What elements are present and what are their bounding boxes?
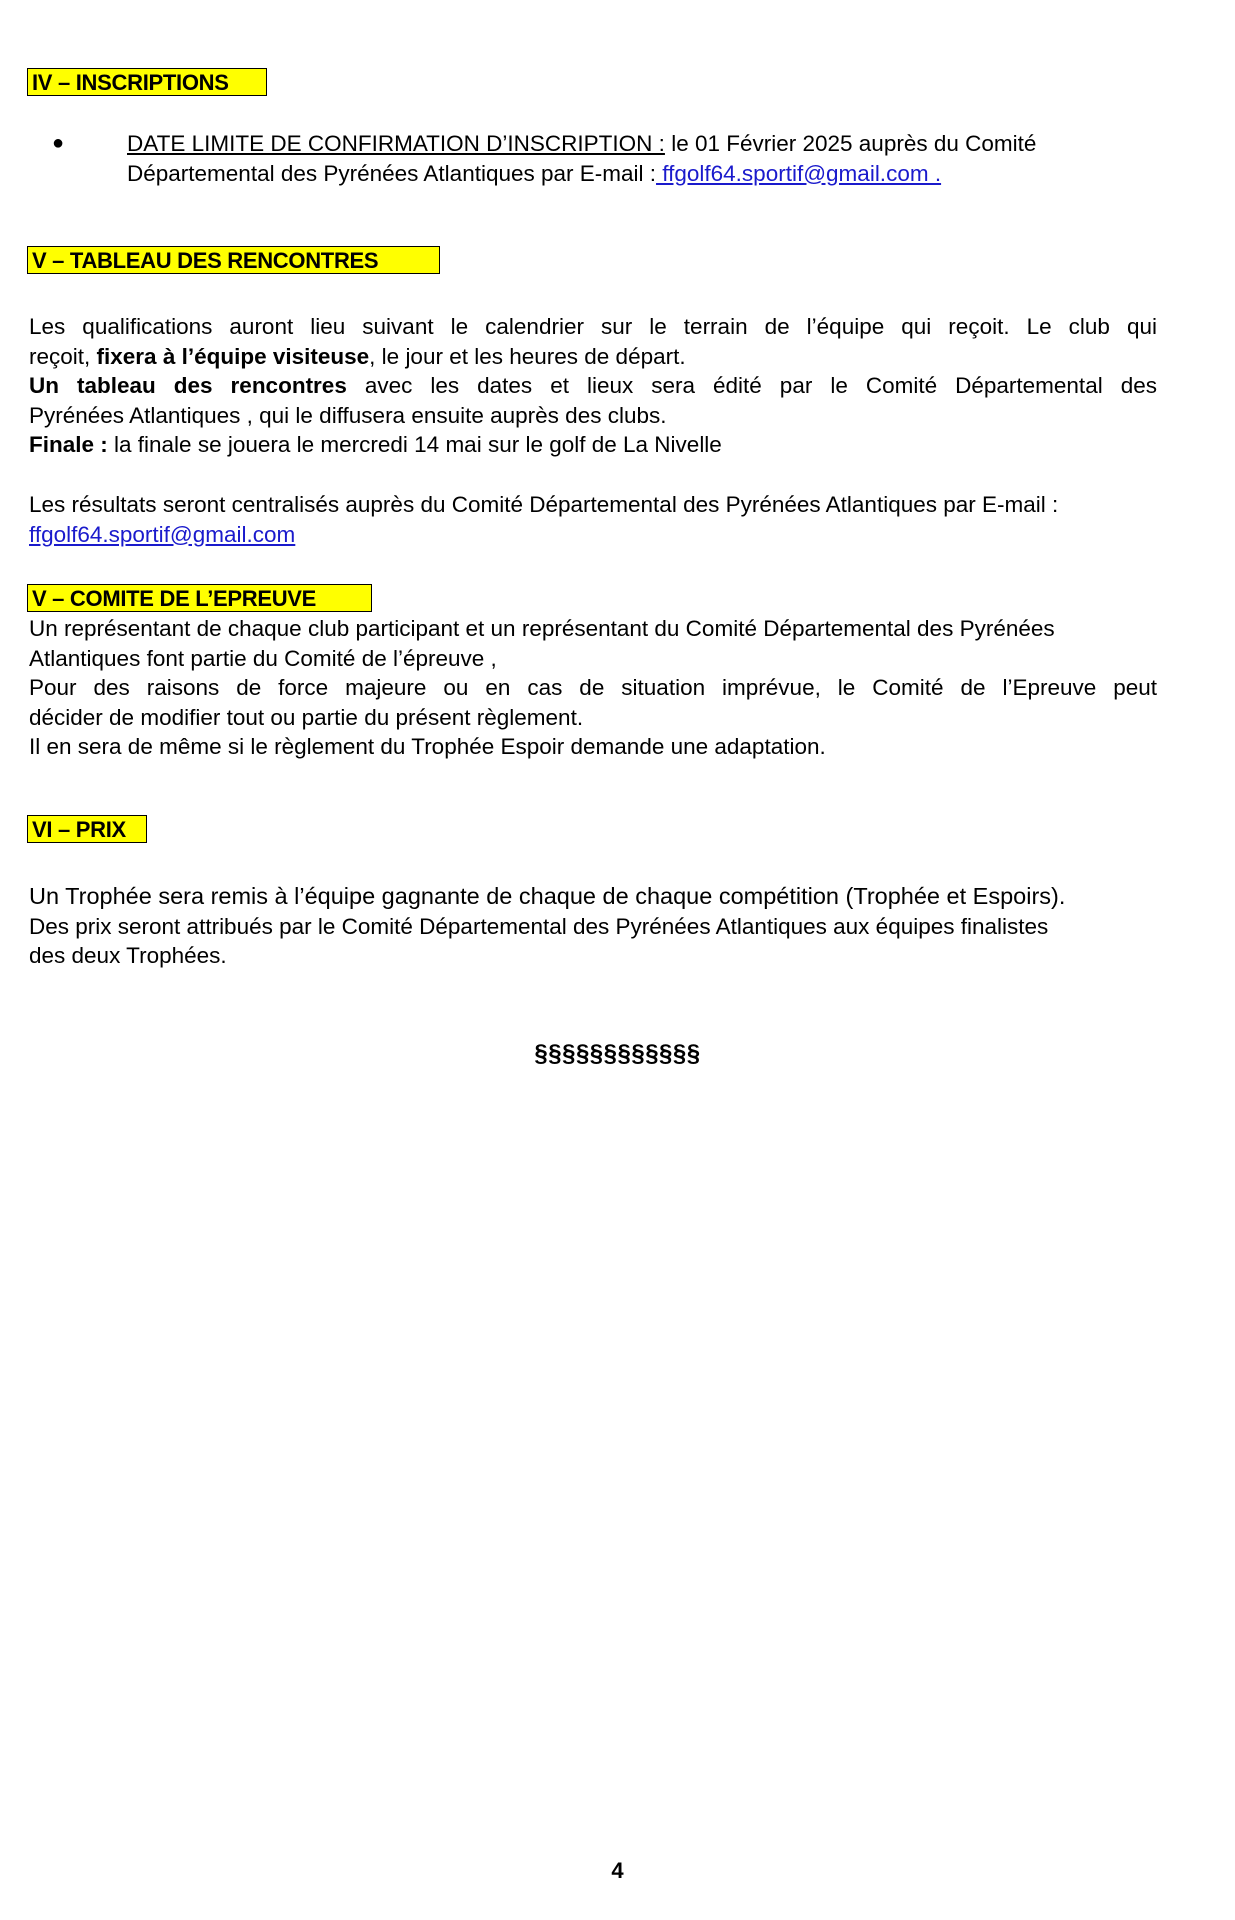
heading-comite-epreuve: V – COMITE DE L’EPREUVE <box>27 584 372 612</box>
tableau-paragraph: Les qualifications auront lieu suivant le calendrier sur le terrain de l’équipe qui reçoit. Le club qui reçoit, fixera à l’équipe visiteuse, le jour et les heures de départ. Un tableau des rencontres avec les dates et lieux sera édité par le Comité Départemental des Pyrénées Atlantiques , qui le diffusera ensuite auprès des clubs. Finale : la finale se jouera le mercredi 14 mai sur le golf de La Nivelle <box>29 314 1157 457</box>
email-link[interactable]: ffgolf64.sportif@gmail.com . <box>656 160 942 186</box>
section-separator: §§§§§§§§§§§§ <box>534 1040 701 1067</box>
results-paragraph: Les résultats seront centralisés auprès du Comité Départemental des Pyrénées Atlantiques par E-mail : ffgolf64.sportif@gmail.com <box>29 492 1059 547</box>
deadline-text-2: Départemental des Pyrénées Atlantiques par E-mail : <box>127 160 657 186</box>
results-email-link[interactable]: ffgolf64.sportif@gmail.com <box>29 521 296 547</box>
deadline-text: le 01 Février 2025 auprès du Comité <box>664 131 1037 156</box>
prix-paragraph: Un Trophée sera remis à l’équipe gagnante de chaque de chaque compétition (Trophée et Espoirs). Des prix seront attribués par le Comité Départemental des Pyrénées Atlantiques aux équipes finalistes des deux Trophées. <box>29 883 1066 968</box>
page-number: 4 <box>611 1858 624 1883</box>
heading-tableau-rencontres: V – TABLEAU DES RENCONTRES <box>27 246 440 274</box>
bullet-icon: ● <box>52 132 65 154</box>
inscription-deadline-paragraph <box>127 129 1167 188</box>
finale-label: Finale : <box>29 432 108 457</box>
heading-inscriptions: IV – INSCRIPTIONS <box>27 68 267 96</box>
deadline-label: DATE LIMITE DE CONFIRMATION D’INSCRIPTION : <box>127 131 665 156</box>
heading-prix: VI – PRIX <box>27 815 147 843</box>
comite-paragraph: Un représentant de chaque club participant et un représentant du Comité Départemental des Pyrénées Atlantiques font partie du Comité de l’épreuve , Pour des raisons de force majeure ou en cas de situation imprévue, le Comité de l’Epreuve peut décider de modifier tout ou partie du présent règlement. Il en sera de même si le règlement du Trophée Espoir demande une adaptation. <box>29 616 1157 759</box>
